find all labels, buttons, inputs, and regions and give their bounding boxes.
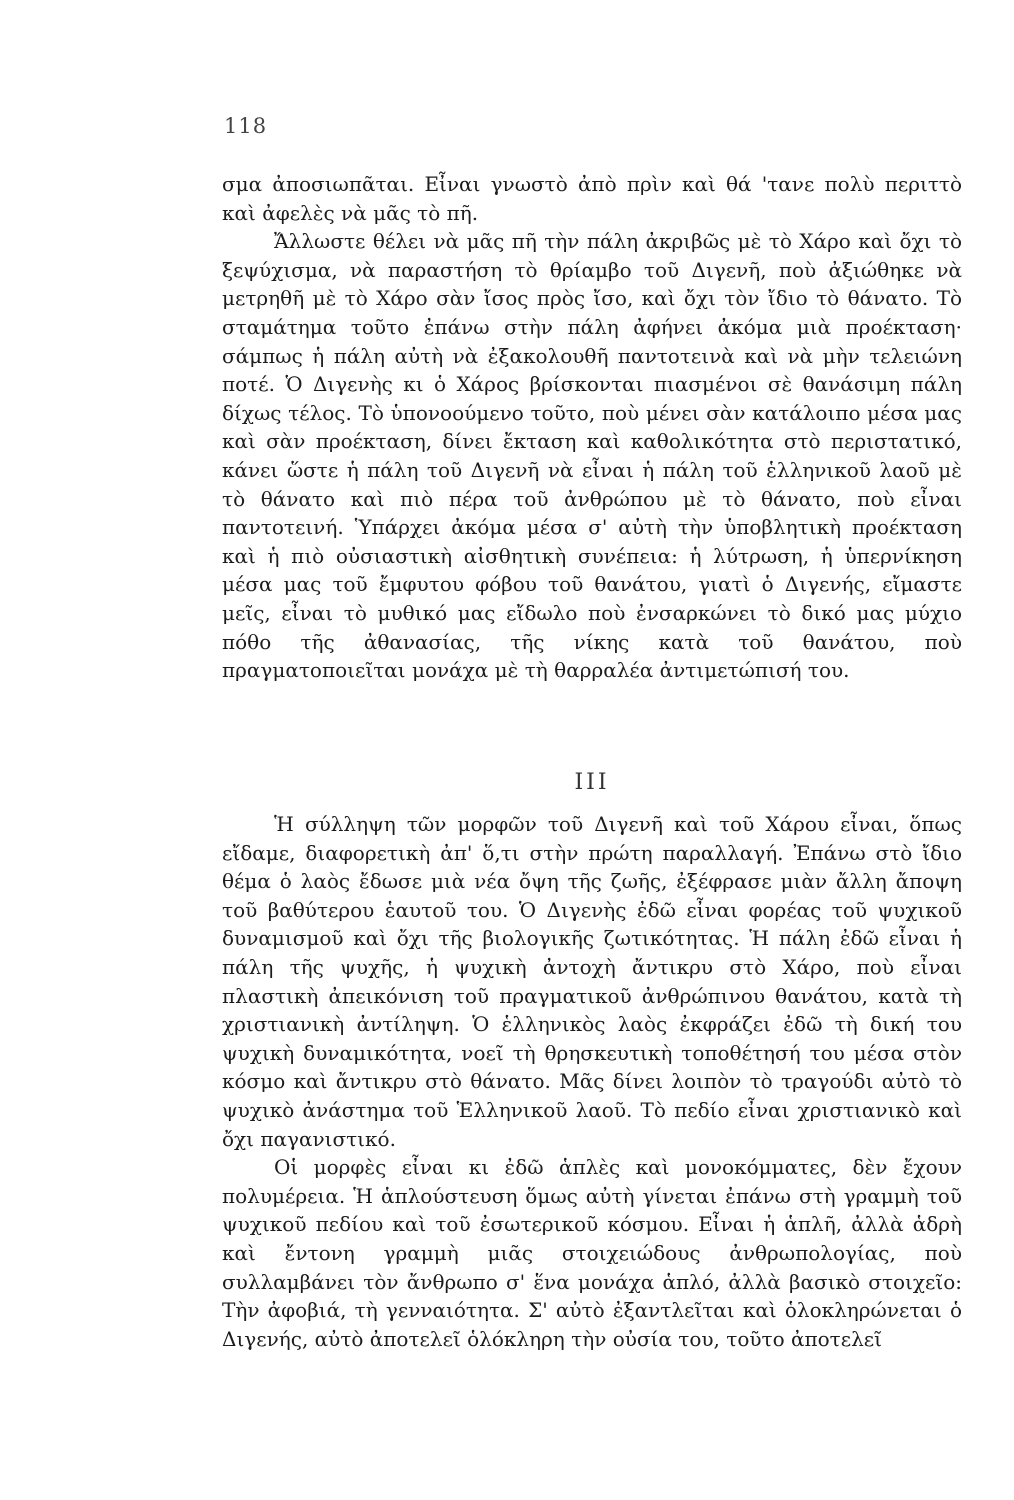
body-text-top xyxy=(222,170,962,685)
paragraph: Οἱ μορφὲς εἶναι κι ἐδῶ ἁπλὲς καὶ μονοκόμματες, δὲν ἔχουν πολυμέρεια. Ἡ ἁπλούστευση ὅμως αὐτὴ γίνεται ἐπάνω στὴ γραμμὴ τοῦ ψυχικοῦ πεδίου καὶ τοῦ ἐσωτερικοῦ κόσμου. Εἶναι ἡ ἁπλῆ, ἀλλὰ ἁδρὴ καὶ ἔντονη γραμμὴ μιᾶς στοιχειώδους ἀνθρωπολογίας, ποὺ συλλαμβάνει τὸν ἄνθρωπο σ' ἕνα μονάχα ἁπλό, ἀλλὰ βασικὸ στοιχεῖο: Τὴν ἀφοβιά, τὴ γενναιότητα. Σ' αὐτὸ ἐξαντλεῖται καὶ ὁλοκληρώνεται ὁ Διγενής, αὐτὸ ἀποτελεῖ ὁλόκληρη τὴν οὐσία του, τοῦτο ἀποτελεῖ xyxy=(222,1155,962,1351)
paragraph: Ἡ σύλληψη τῶν μορφῶν τοῦ Διγενῆ καὶ τοῦ Χάρου εἶναι, ὅπως εἴδαμε, διαφορετικὴ ἀπ' ὅ,τι στὴν πρώτη παραλλαγή. Ἐπάνω στὸ ἴδιο θέμα ὁ λαὸς ἔδωσε μιὰ νέα ὄψη τῆς ζωῆς, ἐξέφρασε μιὰν ἄλλη ἄποψη τοῦ βαθύτερου ἑαυτοῦ του. Ὁ Διγενὴς ἐδῶ εἶναι φορέας τοῦ ψυχικοῦ δυναμισμοῦ καὶ ὄχι τῆς βιολογικῆς ζωτικότητας. Ἡ πάλη ἐδῶ εἶναι ἡ πάλη τῆς ψυχῆς, ἡ ψυχικὴ ἀντοχὴ ἄντικρυ στὸ Χάρο, ποὺ εἶναι πλαστικὴ ἀπεικόνιση τοῦ πραγματικοῦ ἀνθρώπινου θανάτου, κατὰ τὴ χριστιανικὴ ἀντίληψη. Ὁ ἑλληνικὸς λαὸς ἐκφράζει ἐδῶ τὴ δική του ψυχικὴ δυναμικότητα, νοεῖ τὴ θρησκευτικὴ τοποθέτησή του μέσα στὸν κόσμο καὶ ἄντικρυ στὸ θάνατο. Μᾶς δίνει λοιπὸν τὸ τραγούδι αὐτὸ τὸ ψυχικὸ ἀνάστημα τοῦ Ἑλληνικοῦ λαοῦ. Τὸ πεδίο εἶναι χριστιανικὸ καὶ ὄχι παγανιστικό. xyxy=(222,812,962,1151)
body-text-bottom xyxy=(222,810,962,1353)
section-heading: III xyxy=(574,770,610,795)
page-number: 118 xyxy=(224,114,268,138)
paragraph: Ἄλλωστε θέλει νὰ μᾶς πῆ τὴν πάλη ἀκριβῶς μὲ τὸ Χάρο καὶ ὄχι τὸ ξεψύχισμα, νὰ παραστήση τὸ θρίαμβο τοῦ Διγενῆ, ποὺ ἀξιώθηκε νὰ μετρηθῆ μὲ τὸ Χάρο σὰν ἴσος πρὸς ἴσο, καὶ ὄχι τὸν ἴδιο τὸ θάνατο. Τὸ σταμάτημα τοῦτο ἐπάνω στὴν πάλη ἀφήνει ἀκόμα μιὰ προέκταση· σάμπως ἡ πάλη αὐτὴ νὰ ἐξακολουθῆ παντοτεινὰ καὶ νὰ μὴν τελειώνη ποτέ. Ὁ Διγενὴς κι ὁ Χάρος βρίσκονται πιασμένοι σὲ θανάσιμη πάλη δίχως τέλος. Τὸ ὑπονοούμενο τοῦτο, ποὺ μένει σὰν κατάλοιπο μέσα μας καὶ σὰν προέκταση, δίνει ἔκταση καὶ καθολικότητα στὸ περιστατικό, κάνει ὥστε ἡ πάλη τοῦ Διγενῆ νὰ εἶναι ἡ πάλη τοῦ ἑλληνικοῦ λαοῦ μὲ τὸ θάνατο καὶ πιὸ πέρα τοῦ ἀνθρώπου μὲ τὸ θάνατο, ποὺ εἶναι παντοτεινή. Ὑπάρχει ἀκόμα μέσα σ' αὐτὴ τὴν ὑποβλητικὴ προέκταση καὶ ἡ πιὸ οὐσιαστικὴ αἰσθητικὴ συνέπεια: ἡ λύτρωση, ἡ ὑπερνίκηση μέσα μας τοῦ ἔμφυτου φόβου τοῦ θανάτου, γιατὶ ὁ Διγενής, εἴμαστε μεῖς, εἶναι τὸ μυθικό μας εἴδωλο ποὺ ἐνσαρκώνει τὸ δικό μας μύχιο πόθο τῆς ἀθανασίας, τῆς νίκης κατὰ τοῦ θανάτου, ποὺ πραγματοποιεῖται μονάχα μὲ τὴ θαρραλέα ἀντιμετώπισή του. xyxy=(222,229,962,683)
paragraph: σμα ἀποσιωπᾶται. Εἶναι γνωστὸ ἀπὸ πρὶν καὶ θά 'τανε πολὺ περιττὸ καὶ ἀφελὲς νὰ μᾶς τὸ πῆ. xyxy=(222,172,962,225)
